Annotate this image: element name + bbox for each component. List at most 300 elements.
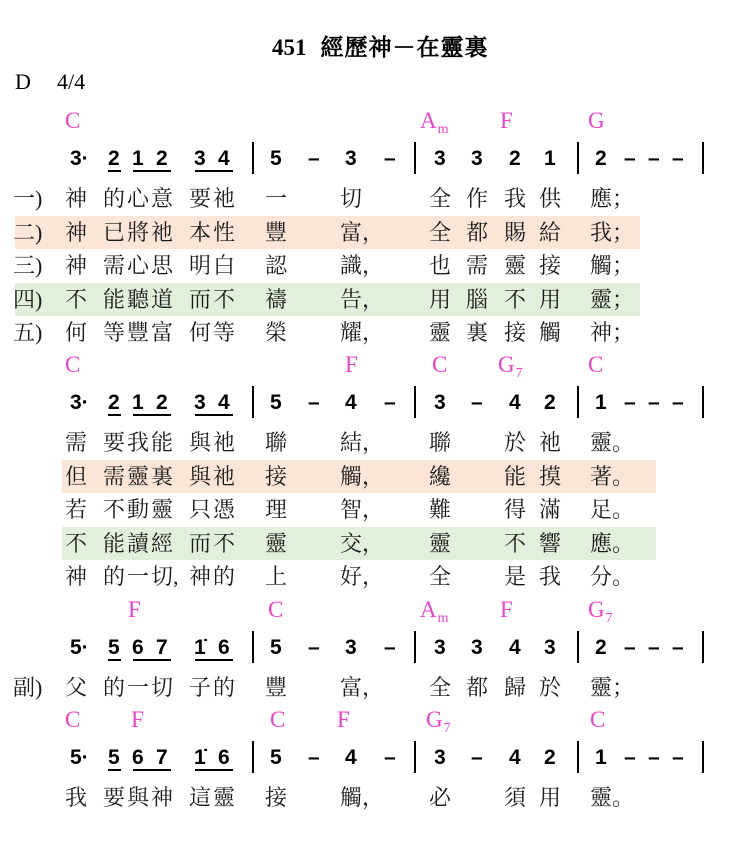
syllable: 分。 <box>590 564 635 589</box>
chord <box>420 598 449 626</box>
note: 3 <box>434 636 446 659</box>
lyric-row <box>0 671 733 704</box>
syllable: 禱 <box>265 287 288 312</box>
syllable: 不 <box>213 287 236 312</box>
syllable: 用 <box>539 287 562 312</box>
chord-root: C <box>65 707 81 732</box>
eighth-beam <box>133 769 171 771</box>
syllable: 的 <box>103 675 126 700</box>
note: – <box>624 147 636 170</box>
barline <box>702 386 704 418</box>
eighth-beam <box>195 769 233 771</box>
barline <box>252 386 254 418</box>
syllable: 聽 <box>127 287 150 312</box>
syllable: 需 <box>103 464 126 489</box>
note: – <box>648 636 660 659</box>
syllable: 靈 <box>213 785 236 810</box>
syllable: 耀， <box>340 320 385 345</box>
note: – <box>624 391 636 414</box>
note: 2 <box>108 391 120 414</box>
note: – <box>471 746 483 769</box>
syllable: 都 <box>466 220 489 245</box>
note: 3 <box>471 147 483 170</box>
chord-root: F <box>500 597 513 622</box>
syllable: 接 <box>265 464 288 489</box>
syllable: 神 <box>65 253 88 278</box>
eighth-beam <box>108 659 121 661</box>
syllable: 心 <box>127 186 150 211</box>
note: – <box>384 636 396 659</box>
syllable: 但 <box>65 464 88 489</box>
note: 5 <box>270 636 282 659</box>
note: – <box>648 391 660 414</box>
chord-root: F <box>128 597 141 622</box>
note: 4 <box>218 147 230 170</box>
lyric-row <box>0 493 733 526</box>
barline <box>577 142 579 174</box>
chord-quality: 7 <box>443 721 451 736</box>
note: 2 <box>595 147 607 170</box>
hymn-name: 經歷神－在靈裏 <box>320 34 489 60</box>
eighth-beam <box>195 170 233 172</box>
note: 2 <box>544 391 556 414</box>
syllable: 靈； <box>590 675 635 700</box>
syllable: 與 <box>127 785 150 810</box>
syllable: 不 <box>65 531 88 556</box>
chord-root: F <box>345 352 358 377</box>
chord <box>345 353 359 381</box>
chord-root: C <box>65 352 81 377</box>
barline <box>414 631 416 663</box>
syllable: 作 <box>466 186 489 211</box>
chord-root: G <box>588 108 605 133</box>
chord <box>128 598 142 626</box>
chord <box>270 708 286 736</box>
page-title <box>272 33 489 62</box>
note: 7 <box>156 746 168 769</box>
note: 3 <box>345 636 357 659</box>
syllable: 告， <box>340 287 385 312</box>
syllable: 思 <box>151 253 174 278</box>
key-signature: D <box>15 69 31 94</box>
syllable: 的 <box>213 675 236 700</box>
note: 3 <box>434 746 446 769</box>
syllable: 賜 <box>504 220 527 245</box>
chord <box>588 353 604 381</box>
note: 6 <box>218 636 230 659</box>
syllable: 給 <box>539 220 562 245</box>
syllable: 不 <box>103 497 126 522</box>
chord <box>498 353 523 381</box>
syllable: 要 <box>189 186 212 211</box>
barline <box>702 142 704 174</box>
syllable: 而 <box>189 287 212 312</box>
syllable: 結， <box>340 430 385 455</box>
syllable: 全 <box>429 675 452 700</box>
syllable: 何 <box>65 320 88 345</box>
syllable: 不 <box>504 531 527 556</box>
syllable: 需 <box>103 253 126 278</box>
syllable: 全 <box>429 564 452 589</box>
note: 4 <box>509 636 521 659</box>
lyric-row <box>0 283 733 316</box>
chord <box>432 353 448 381</box>
note: 5· <box>70 636 89 659</box>
syllable: 於 <box>539 675 562 700</box>
note: – <box>624 746 636 769</box>
chord-quality: m <box>437 611 449 626</box>
note: 5 <box>270 746 282 769</box>
syllable: 交， <box>340 531 385 556</box>
syllable: 靈 <box>429 320 452 345</box>
note: 1 <box>595 391 607 414</box>
chord-root: C <box>65 108 81 133</box>
syllable: 不 <box>65 287 88 312</box>
syllable: 子 <box>189 675 212 700</box>
note: – <box>384 391 396 414</box>
chord-root: G <box>498 352 515 377</box>
syllable: 歸 <box>504 675 527 700</box>
syllable: 應。 <box>590 531 635 556</box>
syllable: 的 <box>103 564 126 589</box>
chorus-label: 副) <box>13 675 43 700</box>
barline <box>252 142 254 174</box>
syllable: 神 <box>65 220 88 245</box>
note: – <box>308 636 320 659</box>
syllable: 裏 <box>466 320 489 345</box>
syllable: 靈 <box>429 531 452 556</box>
chord <box>65 353 81 381</box>
syllable: 神 <box>151 785 174 810</box>
note: 2 <box>509 147 521 170</box>
syllable: 觸 <box>539 320 562 345</box>
note: 3 <box>194 147 206 170</box>
syllable: 的 <box>213 564 236 589</box>
chord-root: F <box>500 108 513 133</box>
syllable: 觸； <box>590 253 635 278</box>
syllable: 能 <box>103 531 126 556</box>
lyric-row <box>0 781 733 814</box>
syllable: 難 <box>429 497 452 522</box>
syllable: 憑 <box>213 497 236 522</box>
syllable: 全 <box>429 220 452 245</box>
syllable: 接 <box>539 253 562 278</box>
lyric-row <box>0 426 733 459</box>
chord <box>590 708 606 736</box>
syllable: 纔 <box>429 464 452 489</box>
syllable: 識， <box>340 253 385 278</box>
syllable: 智， <box>340 497 385 522</box>
note-high-octave: 1̇ <box>194 746 206 769</box>
note: – <box>672 391 684 414</box>
eighth-beam <box>195 414 233 416</box>
lyric-row <box>0 316 733 349</box>
syllable: 父 <box>65 675 88 700</box>
syllable: 我 <box>539 564 562 589</box>
eighth-beam <box>108 769 121 771</box>
syllable: 經 <box>151 531 174 556</box>
syllable: 祂 <box>213 186 236 211</box>
syllable: 祂 <box>213 430 236 455</box>
syllable: 用 <box>429 287 452 312</box>
barline <box>702 741 704 773</box>
syllable: 我 <box>127 430 150 455</box>
syllable: 觸， <box>340 785 385 810</box>
verse-label: 二) <box>13 220 43 245</box>
syllable: 動 <box>127 497 150 522</box>
chord-root: C <box>432 352 448 377</box>
syllable: 性 <box>213 220 236 245</box>
syllable: 一 <box>127 564 150 589</box>
note: 1 <box>132 147 144 170</box>
chord <box>588 109 606 137</box>
syllable: 供 <box>539 186 562 211</box>
syllable: 需 <box>466 253 489 278</box>
barline <box>577 386 579 418</box>
eighth-beam <box>195 659 233 661</box>
note: – <box>672 636 684 659</box>
note: 3· <box>70 391 89 414</box>
syllable: 本 <box>189 220 212 245</box>
syllable: 若 <box>65 497 88 522</box>
syllable: 道 <box>151 287 174 312</box>
chord-quality: 7 <box>605 611 613 626</box>
syllable: 與 <box>189 464 212 489</box>
note: 4 <box>345 746 357 769</box>
syllable: 神 <box>65 564 88 589</box>
chord-quality: 7 <box>515 366 523 381</box>
note: 5 <box>108 746 120 769</box>
syllable: 神； <box>590 320 635 345</box>
syllable: 豐 <box>265 220 288 245</box>
system-2 <box>0 352 733 589</box>
chord <box>65 708 81 736</box>
syllable: 何 <box>189 320 212 345</box>
note: – <box>648 147 660 170</box>
syllable: 得 <box>504 497 527 522</box>
syllable: 富 <box>151 320 174 345</box>
note: 2 <box>156 391 168 414</box>
chord-root: F <box>337 707 350 732</box>
syllable: 滿 <box>539 497 562 522</box>
syllable: 聯 <box>429 430 452 455</box>
syllable: 靈。 <box>590 430 635 455</box>
syllable: 只 <box>189 497 212 522</box>
syllable: 一 <box>127 675 150 700</box>
note: – <box>648 746 660 769</box>
chord-root: C <box>588 352 604 377</box>
syllable: 都 <box>466 675 489 700</box>
note: 5· <box>70 746 89 769</box>
note: – <box>308 746 320 769</box>
chord <box>337 708 351 736</box>
syllable: 需 <box>65 430 88 455</box>
note: 5 <box>108 636 120 659</box>
syllable: 一 <box>265 186 288 211</box>
syllable: 理 <box>265 497 288 522</box>
lyric-row <box>0 249 733 282</box>
verse-label: 一) <box>13 186 43 211</box>
barline <box>577 741 579 773</box>
syllable: 接 <box>265 785 288 810</box>
chord <box>500 598 514 626</box>
syllable: 必 <box>429 785 452 810</box>
lyric-row <box>0 460 733 493</box>
note: – <box>672 147 684 170</box>
eighth-beam <box>108 414 121 416</box>
syllable: 要 <box>103 430 126 455</box>
chord-quality: m <box>437 122 449 137</box>
syllable: 白 <box>213 253 236 278</box>
verse-label: 三) <box>13 253 43 278</box>
syllable: 聯 <box>265 430 288 455</box>
eighth-beam <box>108 170 121 172</box>
syllable: 於 <box>504 430 527 455</box>
note: – <box>672 746 684 769</box>
syllable: 榮 <box>265 320 288 345</box>
syllable: 靈 <box>265 531 288 556</box>
syllable: 應； <box>590 186 635 211</box>
syllable: 祂 <box>213 464 236 489</box>
syllable: 切, <box>151 564 179 589</box>
syllable: 靈 <box>127 464 150 489</box>
note: 3· <box>70 147 89 170</box>
barline <box>414 142 416 174</box>
note: 3 <box>471 636 483 659</box>
chord <box>500 109 514 137</box>
time-signature: 4/4 <box>57 69 86 94</box>
syllable: 我； <box>590 220 635 245</box>
eighth-beam <box>133 659 171 661</box>
syllable: 接 <box>504 320 527 345</box>
syllable: 觸， <box>340 464 385 489</box>
syllable: 用 <box>539 785 562 810</box>
note: 2 <box>595 636 607 659</box>
barline <box>577 631 579 663</box>
note-high-octave: 1̇ <box>194 636 206 659</box>
syllable: 富， <box>340 220 385 245</box>
syllable: 神 <box>189 564 212 589</box>
chord-root: A <box>420 108 437 133</box>
syllable: 意 <box>151 186 174 211</box>
note: 6 <box>132 746 144 769</box>
syllable: 等 <box>103 320 126 345</box>
lyric-row <box>0 182 733 215</box>
syllable: 摸 <box>539 464 562 489</box>
note: 1 <box>595 746 607 769</box>
chord-root: C <box>268 597 284 622</box>
note: 2 <box>108 147 120 170</box>
note: 2 <box>156 147 168 170</box>
barline <box>414 741 416 773</box>
syllable: 的 <box>103 186 126 211</box>
syllable: 祂 <box>151 220 174 245</box>
lyric-row <box>0 560 733 593</box>
lyric-row <box>0 527 733 560</box>
verse-label: 五) <box>13 320 43 345</box>
syllable: 心 <box>127 253 150 278</box>
syllable: 切 <box>340 186 363 211</box>
system-3-chorus <box>0 598 733 708</box>
syllable: 著。 <box>590 464 635 489</box>
eighth-beam <box>133 414 171 416</box>
system-1 <box>0 108 733 345</box>
syllable: 足。 <box>590 497 635 522</box>
note: 5 <box>270 147 282 170</box>
note: 4 <box>345 391 357 414</box>
chord-root: F <box>131 707 144 732</box>
syllable: 我 <box>504 186 527 211</box>
note: 6 <box>132 636 144 659</box>
syllable: 已 <box>103 220 126 245</box>
syllable: 腦 <box>466 287 489 312</box>
system-4 <box>0 708 733 818</box>
syllable: 不 <box>213 531 236 556</box>
lyric-row <box>0 216 733 249</box>
note: 3 <box>434 391 446 414</box>
syllable: 響 <box>539 531 562 556</box>
syllable: 也 <box>429 253 452 278</box>
chord <box>131 708 145 736</box>
note: – <box>308 147 320 170</box>
chord <box>65 109 81 137</box>
chord-root: C <box>270 707 286 732</box>
barline <box>252 631 254 663</box>
syllable: 祂 <box>539 430 562 455</box>
syllable: 與 <box>189 430 212 455</box>
syllable: 豐 <box>265 675 288 700</box>
syllable: 好， <box>340 564 385 589</box>
chord-root: G <box>426 707 443 732</box>
chord <box>588 598 613 626</box>
syllable: 全 <box>429 186 452 211</box>
syllable: 切 <box>151 675 174 700</box>
hymn-number: 451 <box>272 35 307 60</box>
syllable: 靈 <box>151 497 174 522</box>
syllable: 不 <box>504 287 527 312</box>
syllable: 上 <box>265 564 288 589</box>
note: 7 <box>156 636 168 659</box>
syllable: 靈。 <box>590 785 635 810</box>
chord <box>426 708 451 736</box>
syllable: 認 <box>265 253 288 278</box>
note: 3 <box>194 391 206 414</box>
note: 3 <box>345 147 357 170</box>
note: 1 <box>132 391 144 414</box>
note: 1 <box>544 147 556 170</box>
syllable: 能 <box>504 464 527 489</box>
syllable: 靈； <box>590 287 635 312</box>
barline <box>414 386 416 418</box>
note: – <box>624 636 636 659</box>
syllable: 豐 <box>127 320 150 345</box>
note: – <box>471 391 483 414</box>
syllable: 裏 <box>151 464 174 489</box>
chord <box>420 109 449 137</box>
barline <box>702 631 704 663</box>
syllable: 能 <box>103 287 126 312</box>
note: 3 <box>544 636 556 659</box>
note: 5 <box>270 391 282 414</box>
syllable: 富， <box>340 675 385 700</box>
syllable: 等 <box>213 320 236 345</box>
syllable: 是 <box>504 564 527 589</box>
note: – <box>384 147 396 170</box>
syllable: 須 <box>504 785 527 810</box>
eighth-beam <box>133 170 171 172</box>
note: 4 <box>218 391 230 414</box>
syllable: 將 <box>127 220 150 245</box>
